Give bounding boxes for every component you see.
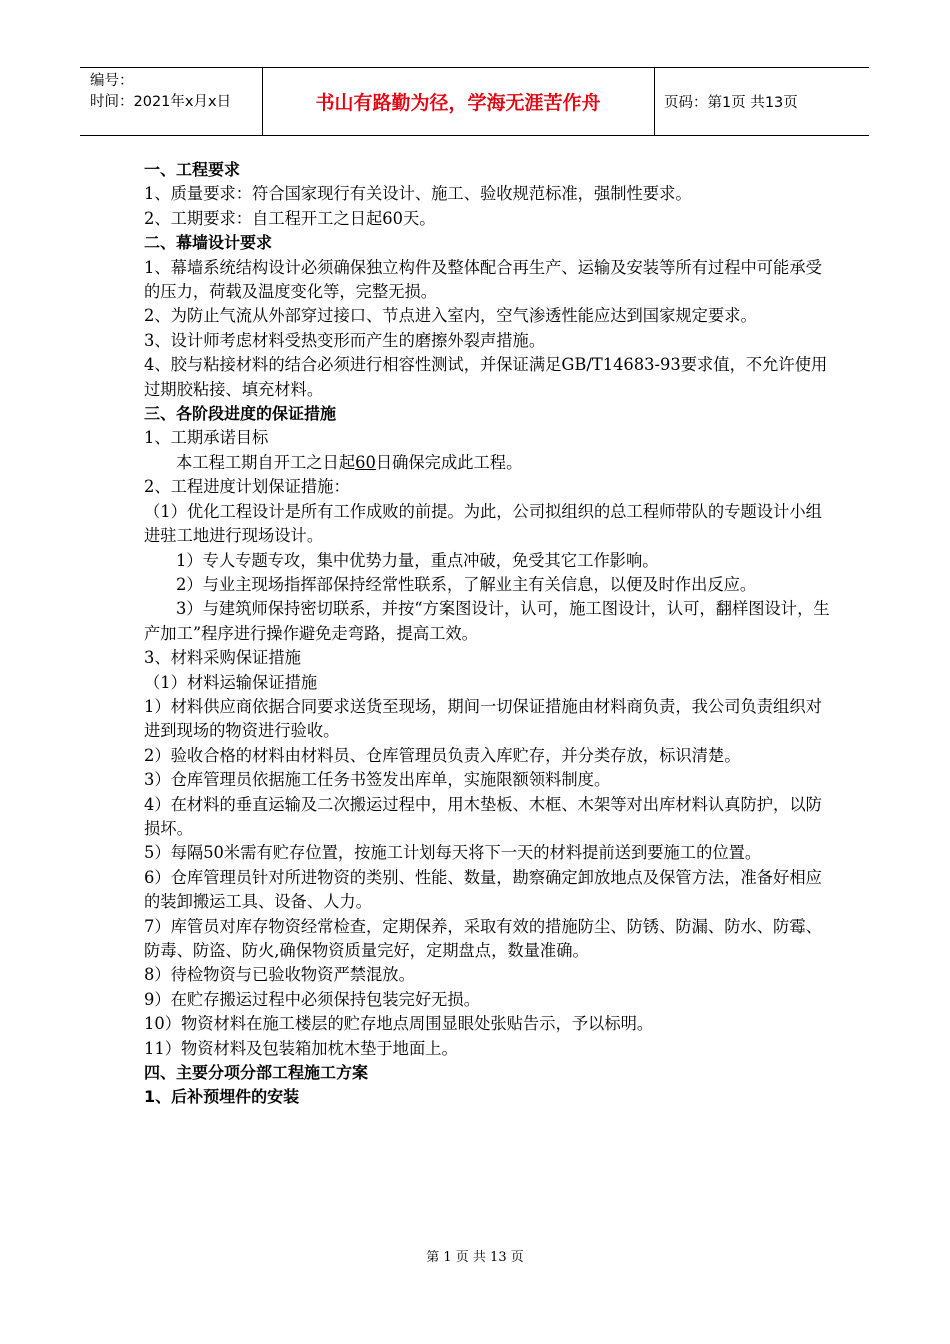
paragraph: 2、工程进度计划保证措施： — [144, 477, 350, 497]
paragraph: 1、工期承诺目标 — [144, 428, 269, 448]
paragraph: 3）与建筑师保持密切联系，并按“方案图设计，认可，施工图设计，认可，翻样图设计，生产加工”程序进行操作避免走弯路，提高工效。 — [144, 599, 830, 643]
paragraph: 11）物资材料及包装箱加枕木垫于地面上。 — [144, 1038, 458, 1058]
paragraph: 2）验收合格的材料由材料员、仓库管理员负责入库贮存，并分类存放，标识清楚。 — [144, 745, 741, 765]
subsection-heading: 1、后补预埋件的安装 — [144, 1087, 300, 1107]
paragraph: 1、质量要求：符合国家现行有关设计、施工、验收规范标准，强制性要求。 — [144, 184, 692, 204]
paragraph: 2）与业主现场指挥部保持经常性联系，了解业主有关信息，以便及时作出反应。 — [176, 574, 757, 594]
paragraph: 1、幕墙系统结构设计必须确保独立构件及整体配合再生产、运输及安装等所有过程中可能承受的压力，荷载及温度变化等，完整无损。 — [144, 257, 822, 302]
paragraph: 3、设计师考虑材料受热变形而产生的磨擦外裂声措施。 — [144, 330, 546, 350]
paragraph: 3、材料采购保证措施 — [144, 648, 301, 668]
paragraph: 3）仓库管理员依据施工任务书签发出库单，实施限额领料制度。 — [144, 770, 611, 790]
paragraph: 7）库管员对库存物资经常检查，定期保养，采取有效的措施防尘、防锈、防漏、防水、防霉、防毒、防盗、防火,确保物资质量完好，定期盘点，数量准确。 — [144, 916, 822, 960]
paragraph: 1）专人专题专攻，集中优势力量，重点冲破，免受其它工作影响。 — [176, 550, 659, 570]
underlined-days: 60 — [355, 452, 376, 472]
code-label: 编号： — [90, 73, 134, 89]
paragraph: 8）待检物资与已验收物资严禁混放。 — [144, 965, 415, 985]
page-header — [80, 67, 869, 136]
paragraph: 6）仓库管理员针对所进物资的类别、性能、数量，勘察确定卸放地点及保管方法，准备好相应的装卸搬运工具、设备、人力。 — [144, 867, 822, 912]
paragraph: 1）材料供应商依据合同要求送货至现场，期间一切保证措施由材料商负责，我公司负责组织对进到现场的物资进行验收。 — [144, 696, 822, 741]
section-heading: 四、主要分项分部工程施工方案 — [144, 1063, 369, 1083]
page-footer: 第 1 页 共 13 页 — [426, 1250, 524, 1265]
paragraph: 2、为防止气流从外部穿过接口、节点进入室内，空气渗透性能应达到国家规定要求。 — [144, 306, 757, 326]
paragraph: 4）在材料的垂直运输及二次搬运过程中，用木垫板、木框、木架等对出库材料认真防护，以防损坏。 — [144, 794, 822, 838]
paragraph — [144, 451, 834, 475]
paragraph: 9）在贮存搬运过程中必须保持包装完好无损。 — [144, 989, 480, 1009]
paragraph: 10）物资材料在施工楼层的贮存地点周围显眼处张贴告示，予以标明。 — [144, 1014, 654, 1034]
section-heading: 二、幕墙设计要求 — [144, 233, 273, 253]
paragraph: 2、工期要求：自工程开工之日起60天。 — [144, 208, 436, 228]
section-heading: 三、各阶段进度的保证措施 — [144, 404, 337, 424]
header-meta — [90, 71, 270, 113]
time-label: 时间：2021年x月x日 — [90, 94, 232, 110]
text-span: 本工程工期自开工之日起 — [176, 452, 356, 472]
paragraph: （1）优化工程设计是所有工作成败的前提。为此，公司拟组织的总工程师带队的专题设计小组进驻工地进行现场设计。 — [144, 501, 822, 546]
text-span: 日确保完成此工程。 — [375, 452, 523, 472]
header-divider — [654, 68, 655, 135]
header-motto: 书山有路勤为径，学海无涯苦作舟 — [315, 92, 601, 114]
header-page-info: 页码：第1页 共13页 — [664, 95, 798, 111]
paragraph: （1）材料运输保证措施 — [144, 672, 318, 692]
section-heading: 一、工程要求 — [144, 160, 241, 179]
document-body — [144, 158, 834, 1110]
paragraph: 5）每隔50米需有贮存位置，按施工计划每天将下一天的材料提前送到要施工的位置。 — [144, 843, 762, 863]
paragraph: 4、胶与粘接材料的结合必须进行相容性测试，并保证满足GB/T14683-93要求值，不允许使用过期胶粘接、填充材料。 — [144, 355, 828, 399]
